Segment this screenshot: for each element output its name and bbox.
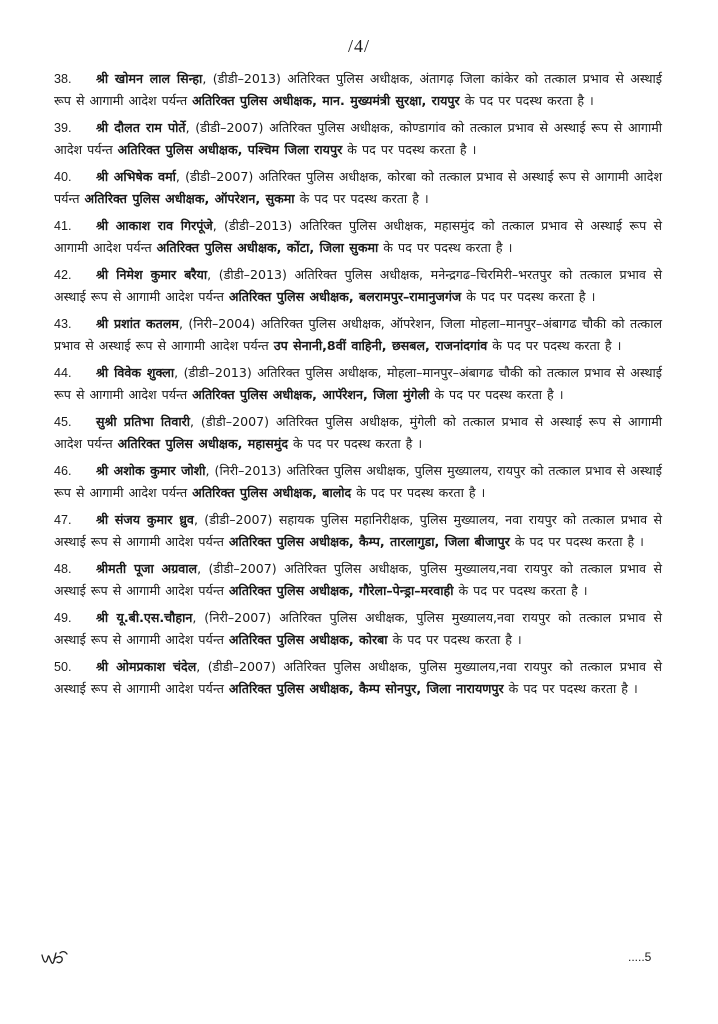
- entry-body-text: , (डीडी–2013) अतिरिक्त पुलिस अधीक्षक, अंतागढ़ जिला कांकेर को तत्काल प्रभाव से अस्थाई रूप से आगामी आदेश पर्यन्त: [54, 71, 662, 108]
- order-entry: [54, 313, 662, 356]
- officer-name: श्री ओमप्रकाश चंदेल: [96, 659, 197, 674]
- entry-closing-text: के पद पर पदस्थ करता है ।: [453, 583, 588, 598]
- entry-number: 39.: [54, 121, 72, 135]
- new-posting: अतिरिक्त पुलिस अधीक्षक, बलरामपुर–रामानुजगंज: [228, 289, 462, 304]
- entry-body-text: , (डीडी–2007) अतिरिक्त पुलिस अधीक्षक, कोरबा को तत्काल प्रभाव से अस्थाई रूप से आगामी आदेश पर्यन्त: [54, 169, 663, 206]
- entry-body-text: , (डीडी–2013) अतिरिक्त पुलिस अधीक्षक, मोहला–मानपुर–अंबागढ चौकी को तत्काल प्रभाव से अस्थाई रूप से आगामी आदेश पर्यन्त: [54, 365, 662, 402]
- officer-name: श्री यू.बी.एस.चौहान: [96, 610, 193, 625]
- new-posting: अतिरिक्त पुलिस अधीक्षक, कैम्प, तारलागुडा, जिला बीजापुर: [228, 534, 510, 549]
- entry-body-text: , (डीडी–2007) अतिरिक्त पुलिस अधीक्षक, मुंगेली को तत्काल प्रभाव से अस्थाई रूप से आगामी आदेश पर्यन्त: [54, 414, 662, 451]
- entry-number: 50.: [54, 660, 72, 674]
- officer-name: श्री आकाश राव गिरपूंजे: [96, 218, 213, 233]
- order-entry: [54, 558, 662, 601]
- entry-number: 48.: [54, 562, 72, 576]
- entry-closing-text: के पद पर पदस्थ करता है ।: [509, 534, 644, 549]
- entry-closing-text: के पद पर पदस्थ करता है ।: [288, 436, 423, 451]
- officer-name: श्री निमेश कुमार बरैया: [96, 267, 208, 282]
- entry-number: 40.: [54, 170, 72, 184]
- entry-body-text: , (डीडी–2007) अतिरिक्त पुलिस अधीक्षक, पुलिस मुख्यालय,नवा रायपुर को तत्काल प्रभाव से अस्थाई रूप से आगामी आदेश पर्यन्त: [54, 659, 662, 696]
- entry-body-text: , (निरी–2013) अतिरिक्त पुलिस अधीक्षक, पुलिस मुख्यालय, रायपुर को तत्काल प्रभाव से अस्थाई रूप से आगामी आदेश पर्यन्त: [54, 463, 662, 500]
- new-posting: अतिरिक्त पुलिस अधीक्षक, गौरेला–पेन्ड्रा–मरवाही: [228, 583, 454, 598]
- entry-body-text: , (डीडी–2007) सहायक पुलिस महानिरीक्षक, पुलिस मुख्यालय, नवा रायपुर को तत्काल प्रभाव से अस्थाई रूप से आगामी आदेश पर्यन्त: [54, 512, 663, 549]
- entry-body-text: , (डीडी–2007) अतिरिक्त पुलिस अधीक्षक, पुलिस मुख्यालय,नवा रायपुर को तत्काल प्रभाव से अस्थाई रूप से आगामी आदेश पर्यन्त: [54, 561, 662, 598]
- next-page-indicator: .....5: [628, 950, 652, 964]
- new-posting: अतिरिक्त पुलिस अधीक्षक, कोरबा: [228, 632, 388, 647]
- order-entry: [54, 362, 662, 405]
- new-posting: अतिरिक्त पुलिस अधीक्षक, ऑपरेशन, सुकमा: [84, 191, 295, 206]
- new-posting: अतिरिक्त पुलिस अधीक्षक, आपॅरेशन, जिला मुंगेली: [192, 387, 430, 402]
- order-entry: [54, 117, 662, 160]
- new-posting: अतिरिक्त पुलिस अधीक्षक, पश्चिम जिला रायपुर: [117, 142, 343, 157]
- entry-closing-text: के पद पर पदस्थ करता है ।: [487, 338, 622, 353]
- entry-number: 41.: [54, 219, 72, 233]
- order-entry: [54, 166, 662, 209]
- officer-name: श्री दौलत राम पोर्ते: [96, 120, 186, 135]
- order-entry: [54, 656, 662, 699]
- entry-number: 47.: [54, 513, 72, 527]
- new-posting: उप सेनानी,8वीं वाहिनी, छसबल, राजनांदगांव: [273, 338, 488, 353]
- entry-closing-text: के पद पर पदस्थ करता है ।: [429, 387, 564, 402]
- entry-number: 45.: [54, 415, 72, 429]
- order-entry: [54, 460, 662, 503]
- entry-number: 38.: [54, 72, 72, 86]
- entry-closing-text: के पद पर पदस्थ करता है ।: [461, 289, 596, 304]
- initials-signature-icon: [40, 945, 70, 971]
- entry-body-text: , (निरी–2004) अतिरिक्त पुलिस अधीक्षक, ऑपरेशन, जिला मोहला–मानपुर–अंबागढ चौकी को तत्काल प्रभाव से अस्थाई रूप से आगामी आदेश पर्यन्त: [54, 316, 662, 353]
- entry-closing-text: के पद पर पदस्थ करता है ।: [387, 632, 522, 647]
- entry-body-text: , (डीडी–2013) अतिरिक्त पुलिस अधीक्षक, मनेन्द्रगढ–चिरमिरी–भरतपुर को तत्काल प्रभाव से अस्थाई रूप से आगामी आदेश पर्यन्त: [54, 267, 662, 304]
- new-posting: अतिरिक्त पुलिस अधीक्षक, बालोद: [192, 485, 352, 500]
- entry-closing-text: के पद पर पदस्थ करता है ।: [351, 485, 486, 500]
- order-entry: [54, 264, 662, 307]
- officer-name: श्री प्रशांत कतलम: [96, 316, 179, 331]
- entry-closing-text: के पद पर पदस्थ करता है ।: [342, 142, 477, 157]
- new-posting: अतिरिक्त पुलिस अधीक्षक, कैम्प सोनपुर, जिला नारायणपुर: [228, 681, 504, 696]
- entry-closing-text: के पद पर पदस्थ करता है ।: [294, 191, 429, 206]
- entry-number: 46.: [54, 464, 72, 478]
- officer-name: श्री अभिषेक वर्मा: [96, 169, 176, 184]
- new-posting: अतिरिक्त पुलिस अधीक्षक, कोंटा, जिला सुकमा: [156, 240, 379, 255]
- order-entries-list: [54, 68, 662, 705]
- entry-body-text: , (निरी–2007) अतिरिक्त पुलिस अधीक्षक, पुलिस मुख्यालय,नवा रायपुर को तत्काल प्रभाव से अस्थाई रूप से आगामी आदेश पर्यन्त: [54, 610, 662, 647]
- entry-body-text: , (डीडी–2013) अतिरिक्त पुलिस अधीक्षक, महासमुंद को तत्काल प्रभाव से अस्थाई रूप से आगामी आदेश पर्यन्त: [54, 218, 662, 255]
- officer-name: श्री अशोक कुमार जोशी: [96, 463, 206, 478]
- new-posting: अतिरिक्त पुलिस अधीक्षक, मान. मुख्यमंत्री सुरक्षा, रायपुर: [192, 93, 460, 108]
- order-entry: [54, 215, 662, 258]
- order-entry: [54, 68, 662, 111]
- order-entry: [54, 607, 662, 650]
- entry-number: 44.: [54, 366, 72, 380]
- order-entry: [54, 509, 662, 552]
- page-number: /4/: [347, 36, 370, 56]
- entry-number: 42.: [54, 268, 72, 282]
- officer-name: श्री संजय कुमार ध्रुव: [96, 512, 194, 527]
- officer-name: श्री विवेक शुक्ला: [96, 365, 175, 380]
- entry-closing-text: के पद पर पदस्थ करता है ।: [459, 93, 594, 108]
- entry-body-text: , (डीडी–2007) अतिरिक्त पुलिस अधीक्षक, कोण्डागांव को तत्काल प्रभाव से अस्थाई रूप से आगामी आदेश पर्यन्त: [54, 120, 662, 157]
- entry-number: 43.: [54, 317, 72, 331]
- entry-closing-text: के पद पर पदस्थ करता है ।: [503, 681, 638, 696]
- officer-name: सुश्री प्रतिभा तिवारी: [96, 414, 191, 429]
- new-posting: अतिरिक्त पुलिस अधीक्षक, महासमुंद: [117, 436, 289, 451]
- officer-name: श्रीमती पूजा अग्रवाल: [96, 561, 198, 576]
- officer-name: श्री खोमन लाल सिन्हा: [96, 71, 203, 86]
- entry-closing-text: के पद पर पदस्थ करता है ।: [378, 240, 513, 255]
- entry-number: 49.: [54, 611, 72, 625]
- order-entry: [54, 411, 662, 454]
